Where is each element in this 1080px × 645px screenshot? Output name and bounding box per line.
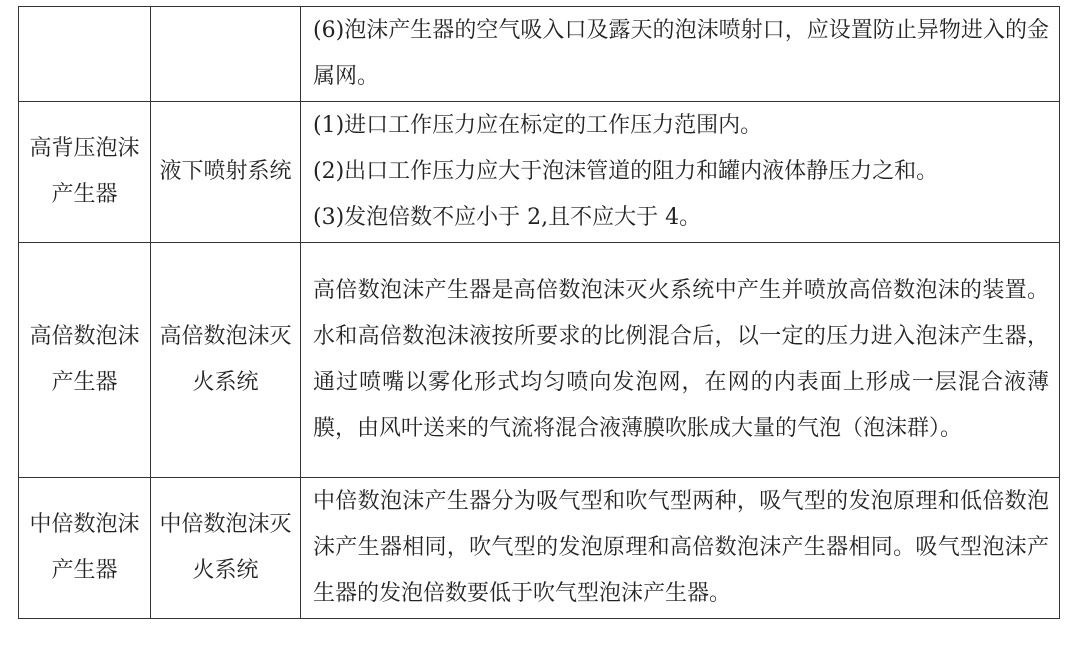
device-cell: 高背压泡沫产生器 bbox=[19, 102, 151, 243]
system-cell bbox=[151, 7, 301, 102]
table-row bbox=[19, 478, 1060, 619]
requirement-line: (6)泡沫产生器的空气吸入口及露天的泡沫喷射口，应设置防止异物进入的金属网。 bbox=[313, 18, 1049, 89]
requirement-line: (1)进口工作压力应在标定的工作压力范围内。 bbox=[313, 113, 763, 138]
description-text: 中倍数泡沫产生器分为吸气型和吹气型两种，吸气型的发泡原理和低倍数泡沫产生器相同，吹气型的发泡原理和高倍数泡沫产生器相同。吸气型泡沫产生器的发泡倍数要低于吹气型泡沫产生器。 bbox=[313, 489, 1049, 606]
foam-generator-table bbox=[18, 6, 1060, 619]
requirement-line: (3)发泡倍数不应小于 2,且不应大于 4。 bbox=[313, 205, 702, 230]
device-cell bbox=[19, 7, 151, 102]
system-cell: 中倍数泡沫灭火系统 bbox=[151, 478, 301, 619]
requirement-cell bbox=[301, 7, 1060, 102]
system-cell: 高倍数泡沫灭火系统 bbox=[151, 243, 301, 478]
system-cell: 液下喷射系统 bbox=[151, 102, 301, 243]
device-cell: 高倍数泡沫产生器 bbox=[19, 243, 151, 478]
table-row bbox=[19, 102, 1060, 243]
description-text: 高倍数泡沫产生器是高倍数泡沫灭火系统中产生并喷放高倍数泡沫的装置。水和高倍数泡沫液按所要求的比例混合后，以一定的压力进入泡沫产生器，通过喷嘴以雾化形式均匀喷向发泡网，在网的内表面上形成一层混合液薄膜，由风叶送来的气流将混合液薄膜吹胀成大量的气泡（泡沫群）。 bbox=[313, 278, 1049, 441]
table-row bbox=[19, 243, 1060, 478]
requirement-cell bbox=[301, 102, 1060, 243]
description-cell bbox=[301, 243, 1060, 478]
requirement-line: (2)出口工作压力应大于泡沫管道的阻力和罐内液体静压力之和。 bbox=[313, 159, 939, 184]
table-row bbox=[19, 7, 1060, 102]
device-cell: 中倍数泡沫产生器 bbox=[19, 478, 151, 619]
description-cell bbox=[301, 478, 1060, 619]
